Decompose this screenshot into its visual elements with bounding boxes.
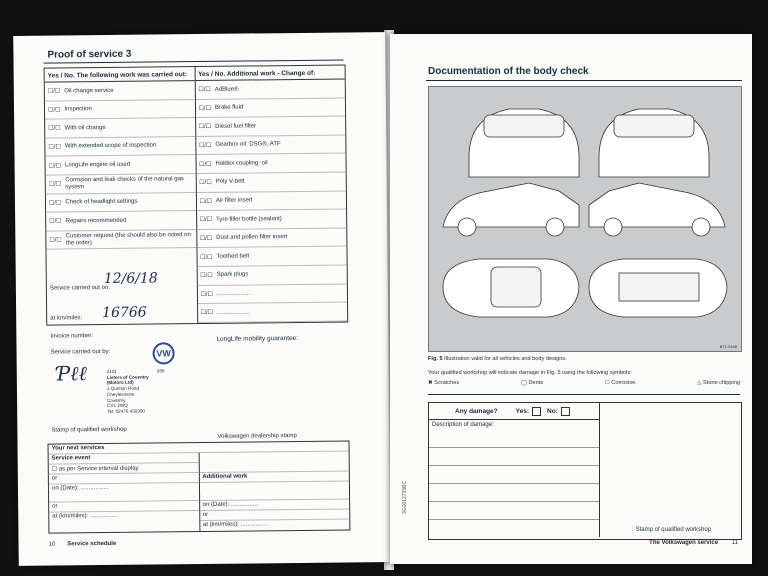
additional-item: [197, 265, 347, 285]
work-item-label: Check of headlight settings: [65, 198, 138, 206]
work-item: [46, 230, 196, 250]
work-item-label: With extended scope of inspection: [64, 142, 157, 150]
longlife-label: LongLife mobility guarantee:: [216, 334, 299, 343]
yes-no-checkbox[interactable]: ☐/☐: [48, 181, 62, 188]
additional-item: [196, 135, 346, 155]
interval-option: ☐ as per Service interval display: [49, 463, 199, 475]
yes-no-checkbox[interactable]: ☐/☐: [198, 105, 211, 112]
work-item-label: With oil change: [64, 124, 106, 132]
additional-item: [195, 79, 345, 99]
stamp-line: 1 Quinton Road: [106, 385, 140, 392]
yes-no-checkbox[interactable]: ☐/☐: [48, 200, 62, 207]
service-date-handwritten: 12/6/18: [103, 270, 158, 288]
yes-no-checkbox[interactable]: ☐/☐: [48, 163, 62, 170]
work-item: [46, 174, 196, 194]
yes-no-checkbox[interactable]: ☐/☐: [47, 88, 61, 95]
yes-no-checkbox[interactable]: ☐/☐: [200, 273, 213, 280]
stamp-line: Coventry: [107, 397, 126, 403]
additional-item-label: ....................: [216, 290, 251, 297]
work-item: [45, 81, 195, 101]
work-item-label: Corrosion and leak checks of the natural gas system: [65, 176, 184, 191]
yes-no-checkbox[interactable]: ☐/☐: [48, 125, 61, 133]
yes-label: Yes:: [515, 407, 529, 415]
or-text: or: [200, 509, 350, 521]
right-footer: [649, 540, 738, 546]
at-km-field: at (km/miles): .................: [52, 512, 119, 520]
on-date-field-right: on (Date): .................: [200, 499, 350, 511]
additional-item: [196, 154, 346, 174]
work-item: [45, 137, 195, 157]
legend-rule: [428, 394, 740, 395]
yes-no-checkbox[interactable]: ☐/☐: [48, 144, 61, 151]
dealer-stamp: [107, 369, 149, 415]
yes-no-checkbox[interactable]: ☐/☐: [49, 218, 62, 226]
additional-work-heading: Additional work: [199, 471, 349, 483]
additional-item: [197, 247, 347, 267]
additional-item-label: ....................: [217, 309, 251, 316]
km-handwritten: 16766: [102, 304, 147, 322]
yes-no-checkbox[interactable]: ☐/☐: [199, 217, 213, 224]
additional-item: [197, 284, 347, 304]
figure-code: B7T-0448: [719, 344, 737, 349]
footer-text: The Volkswagen service: [649, 540, 719, 546]
additional-item-label: AdBlue®: [214, 86, 239, 93]
or-text: or: [49, 473, 199, 485]
additional-item: [197, 228, 347, 248]
yes-no-checkbox[interactable]: ☐/☐: [49, 237, 62, 244]
additional-item-label: Poly V-belt: [215, 179, 245, 186]
left-page: [13, 32, 391, 566]
damage-description-box: [429, 403, 600, 537]
right-page: [390, 34, 752, 564]
signature: Ƥℓℓ: [56, 361, 88, 386]
work-item-label: Inspection: [64, 106, 92, 113]
title-rule: [426, 80, 742, 81]
body-check-diagram: [428, 86, 742, 352]
additional-item-label: Dust and pollen filter insert: [216, 234, 288, 242]
legend-intro: Your qualified workshop will indicate damage in Fig. 5 using the following symbols:: [428, 370, 632, 376]
figure-caption-text: Illustration valid for all vehicles and body designs.: [444, 356, 567, 362]
work-item-label: Customer request (the should also be noted on the order): [65, 232, 191, 246]
dealership-stamp-label: Volkswagen dealership stamp: [217, 433, 297, 440]
additional-item-label: Diesel fuel filter: [215, 123, 257, 130]
car-outlines: [429, 87, 741, 351]
page-number: 10: [48, 541, 56, 548]
additional-item: [198, 303, 348, 323]
damage-legend: [428, 380, 740, 386]
page-number: 11: [731, 540, 738, 546]
work-item-label: LongLife engine oil used: [64, 161, 131, 169]
additional-item-label: Tyre filler bottle (sealant): [216, 215, 282, 223]
legend-corrosion: ☐ Corrosion: [604, 380, 636, 386]
yes-no-checkbox[interactable]: ☐/☐: [47, 107, 61, 114]
work-column-header: Yes / No. The following work was carried out:: [45, 67, 195, 83]
any-damage-label: Any damage?: [455, 407, 498, 415]
stamp-line: 2101: [106, 368, 118, 375]
page-title: Proof of service 3: [47, 48, 132, 61]
invoice-label: Invoice number:: [50, 333, 94, 340]
work-item: [45, 118, 195, 138]
yes-no-checkbox[interactable]: ☐/☐: [199, 235, 213, 243]
stamp-line: CV1 2WQ: [107, 403, 128, 409]
additional-item-label: Brake fluid: [214, 104, 244, 111]
left-footer: [49, 541, 117, 548]
additional-item: [196, 191, 346, 211]
work-item-label: Repairs recommended: [65, 217, 127, 225]
additional-column-header: Yes / No. Additional work - Change of:: [195, 65, 345, 81]
service-date-label: Service carried out on:: [49, 284, 110, 292]
work-item: [46, 211, 196, 231]
yes-no-checkbox[interactable]: ☐/☐: [199, 161, 212, 168]
stamp-line: Listers of Coventry: [106, 374, 149, 380]
yes-checkbox[interactable]: [532, 407, 541, 416]
yes-no-checkbox[interactable]: ☐/☐: [200, 254, 213, 261]
additional-item-label: Haldex coupling: oil: [215, 160, 268, 167]
stamp-qualified-label: Stamp of qualified workshop: [51, 426, 127, 434]
yes-no-checkbox[interactable]: ☐/☐: [198, 124, 212, 131]
additional-item: [195, 98, 345, 118]
stamp-line: 580: [156, 368, 165, 374]
figure-caption: [428, 356, 567, 362]
additional-item-label: Spark plugs: [216, 271, 249, 279]
additional-item-label: Air filter insert: [215, 197, 253, 204]
yes-no-checkbox[interactable]: ☐/☐: [198, 142, 212, 150]
any-damage-row: [429, 403, 599, 420]
yes-no-checkbox[interactable]: ☐/☐: [200, 310, 214, 317]
at-km-field-right: at (km/miles): .................: [202, 521, 269, 529]
no-label: No:: [547, 407, 558, 415]
yes-no-checkbox[interactable]: ☐/☐: [198, 87, 211, 94]
work-item-label: Oil change service: [64, 87, 114, 94]
stamp-line: (Motors Ltd): [106, 380, 134, 386]
work-item: [46, 193, 196, 213]
next-services-table: [48, 440, 351, 533]
yes-no-checkbox[interactable]: ☐/☐: [200, 291, 213, 298]
additional-item: [197, 210, 347, 230]
yes-no-checkbox[interactable]: ☐/☐: [199, 180, 212, 187]
legend-scratches: ✖ Scratches: [428, 380, 460, 386]
yes-no-checkbox[interactable]: ☐/☐: [199, 198, 212, 205]
stamp-label: Stamp of qualified workshop: [635, 527, 711, 533]
legend-stone-chipping: △ Stone chipping: [697, 380, 740, 386]
damage-table: [428, 402, 742, 540]
additional-item-label: Toothed belt: [216, 253, 250, 260]
vw-logo: VW: [152, 342, 174, 364]
service-by-label: Service carried out by:: [50, 348, 111, 356]
document-code: 3G0012725BC: [402, 480, 408, 514]
additional-item-label: Gearbox oil: DSG®, ATF: [215, 141, 281, 149]
legend-dents: ◯ Dents: [520, 380, 544, 386]
additional-item: [196, 117, 346, 137]
work-item: [46, 155, 196, 175]
footer-text: Service schedule: [67, 540, 117, 548]
stamp-line: Tel: 02476 450300: [107, 408, 146, 415]
no-checkbox[interactable]: [561, 407, 570, 416]
additional-column: [195, 65, 347, 322]
km-label: at km/miles:: [50, 315, 83, 322]
stamp-line: Cheylesmore: [106, 391, 135, 397]
next-services-heading: Your next services: [49, 441, 349, 454]
service-event-heading: Service event: [49, 453, 199, 465]
or-text: or: [49, 501, 199, 513]
on-date-field: on (Date): .................: [49, 483, 199, 503]
description-label: Description of damage:: [432, 422, 494, 428]
work-item: [45, 100, 195, 120]
additional-item: [196, 172, 346, 192]
figure-label: Fig. 5: [428, 356, 443, 362]
page-title: Documentation of the body check: [428, 66, 589, 77]
